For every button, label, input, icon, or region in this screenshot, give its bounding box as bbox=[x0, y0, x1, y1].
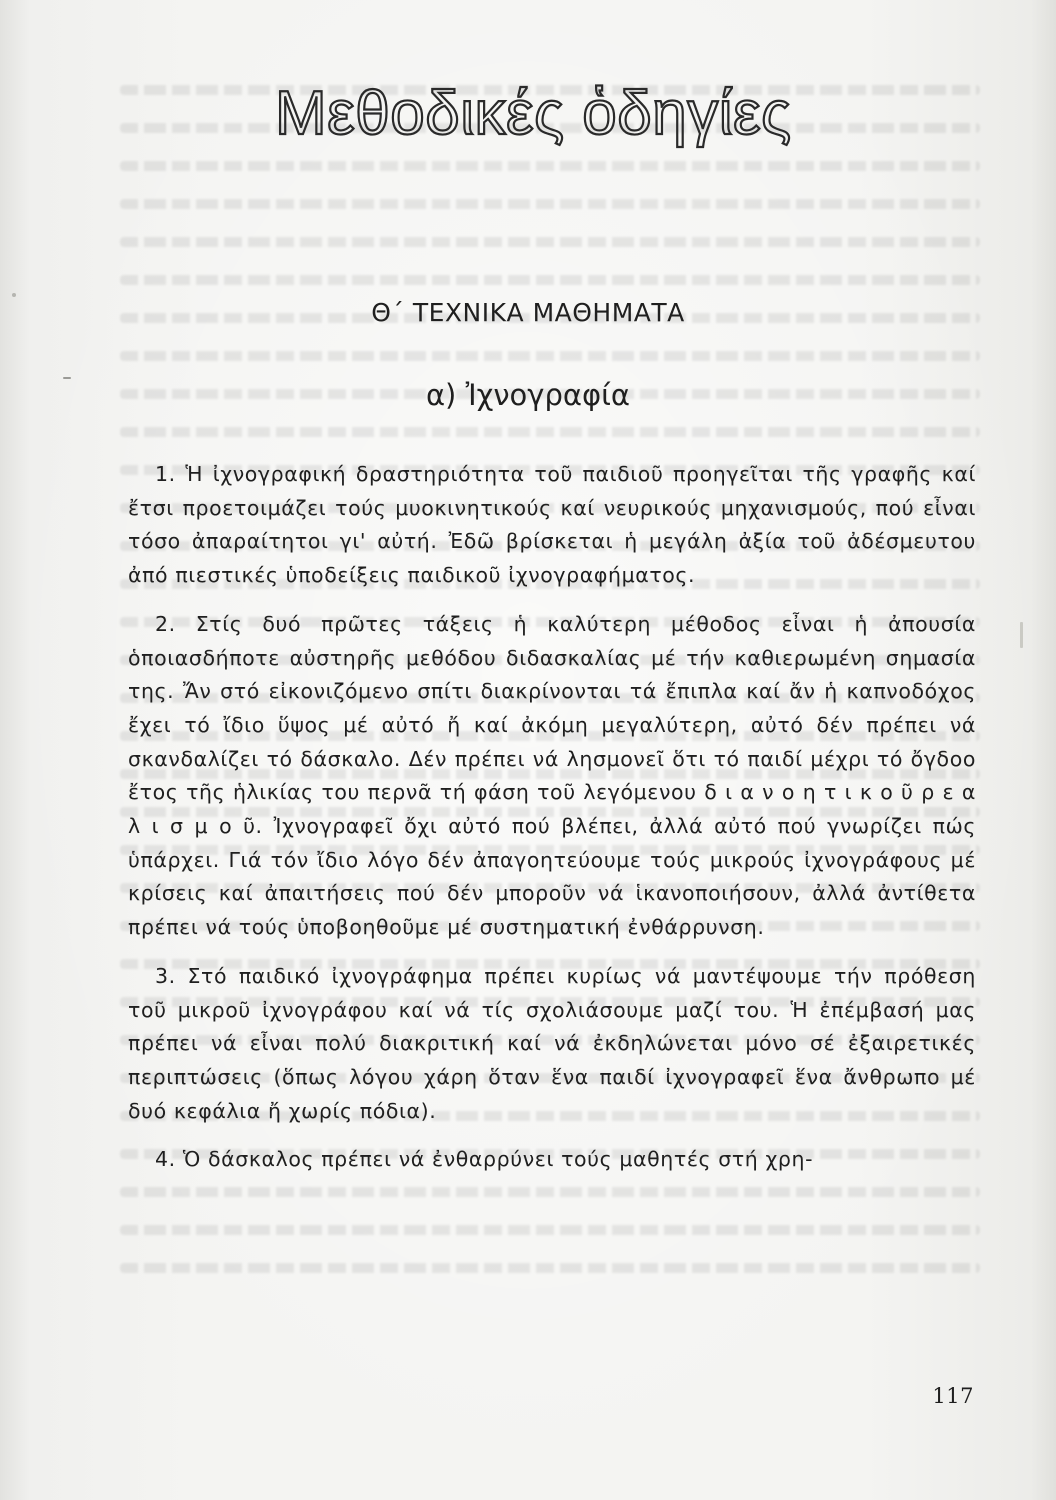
paragraph-4: 4. Ὁ δάσκαλος πρέπει νά ἐνθαρρύνει τούς μαθητές στή χρη- bbox=[155, 1147, 814, 1172]
paragraph-3: 3. Στό παιδικό ἰχνογράφημα πρέπει κυρίως νά μαντέψουμε τήν πρόθεση τοῦ μικροῦ ἰχνογράφου καί νά τίς σχολιάσουμε μαζί του. Ἡ ἐπέμβασή μας πρέπει νά εἶναι πολύ διακριτική καί νά ἐκδηλώνεται μόνο σέ ἐξαιρετικές περιπτώσεις (ὅπως λόγου χάρη ὅταν ἕνα παιδί ἰχνογραφεῖ ἕνα ἄνθρωπο μέ δυό κεφάλια ἤ χωρίς πόδια). bbox=[128, 963, 976, 1123]
page-number: 117 bbox=[932, 1384, 974, 1408]
subsection-title: α) Ἰχνογραφία bbox=[425, 378, 631, 412]
scan-speck bbox=[1020, 622, 1023, 648]
paragraph-1: 1. Ἡ ἰχνογραφική δραστηριότητα τοῦ παιδιοῦ προηγεῖται τῆς γραφῆς καί ἔτσι προετοιμάζει τούς μυοκινητικούς καί νευρικούς μηχανισμούς, πού εἶναι τόσο ἀπαραίτητοι γι' αὐτή. Ἐδῶ βρίσκεται ἡ μεγάλη ἀξία τοῦ ἀδέσμευτου ἀπό πιεστικές ὑποδείξεις παιδικοῦ ἰχνογραφήματος. bbox=[128, 462, 976, 588]
body-text bbox=[128, 458, 976, 1177]
scan-speck bbox=[12, 293, 16, 297]
running-header-title: Μεθοδικές ὁδηγίες bbox=[275, 79, 792, 148]
paragraph-2: 2. Στίς δυό πρῶτες τάξεις ἡ καλύτερη μέθοδος εἶναι ἡ ἀπουσία ὁποιασδήποτε αὐστηρῆς μεθόδου διδασκαλίας μέ τήν καθιερωμένη σημασία της. Ἄν στό εἰκονιζόμενο σπίτι διακρίνονται τά ἔπιπλα καί ἄν ἡ καπνοδόχος ἔχει τό ἴδιο ὕψος μέ αὐτό ἤ καί ἀκόμη μεγαλύτερη, αὐτό δέν πρέπει νά σκανδαλίζει τό δάσκαλο. Δέν πρέπει νά λησμονεῖ ὅτι τό παιδί μέχρι τό ὄγδοο ἔτος τῆς ἡλικίας του περνᾶ τή φάση τοῦ λεγόμενου δ ι α ν ο η τ ι κ ο ῦ ρ ε α λ ι σ μ ο ῦ. Ἰχνογραφεῖ ὄχι αὐτό πού βλέπει, ἀλλά αὐτό πού γνωρίζει πώς ὑπάρχει. Γιά τόν ἴδιο λόγο δέν ἀπαγοητεύουμε τούς μικρούς ἰχνογράφους μέ κρίσεις καί ἀπαιτήσεις πού δέν μποροῦν νά ἱκανοποιήσουν, ἀλλά ἀντίθετα πρέπει νά τούς ὑποβοηθοῦμε μέ συστηματική ἐνθάρρυνση. bbox=[128, 611, 976, 940]
section-title: Θ΄ ΤΕΧΝΙΚΑ ΜΑΘΗΜΑΤΑ bbox=[371, 298, 685, 327]
